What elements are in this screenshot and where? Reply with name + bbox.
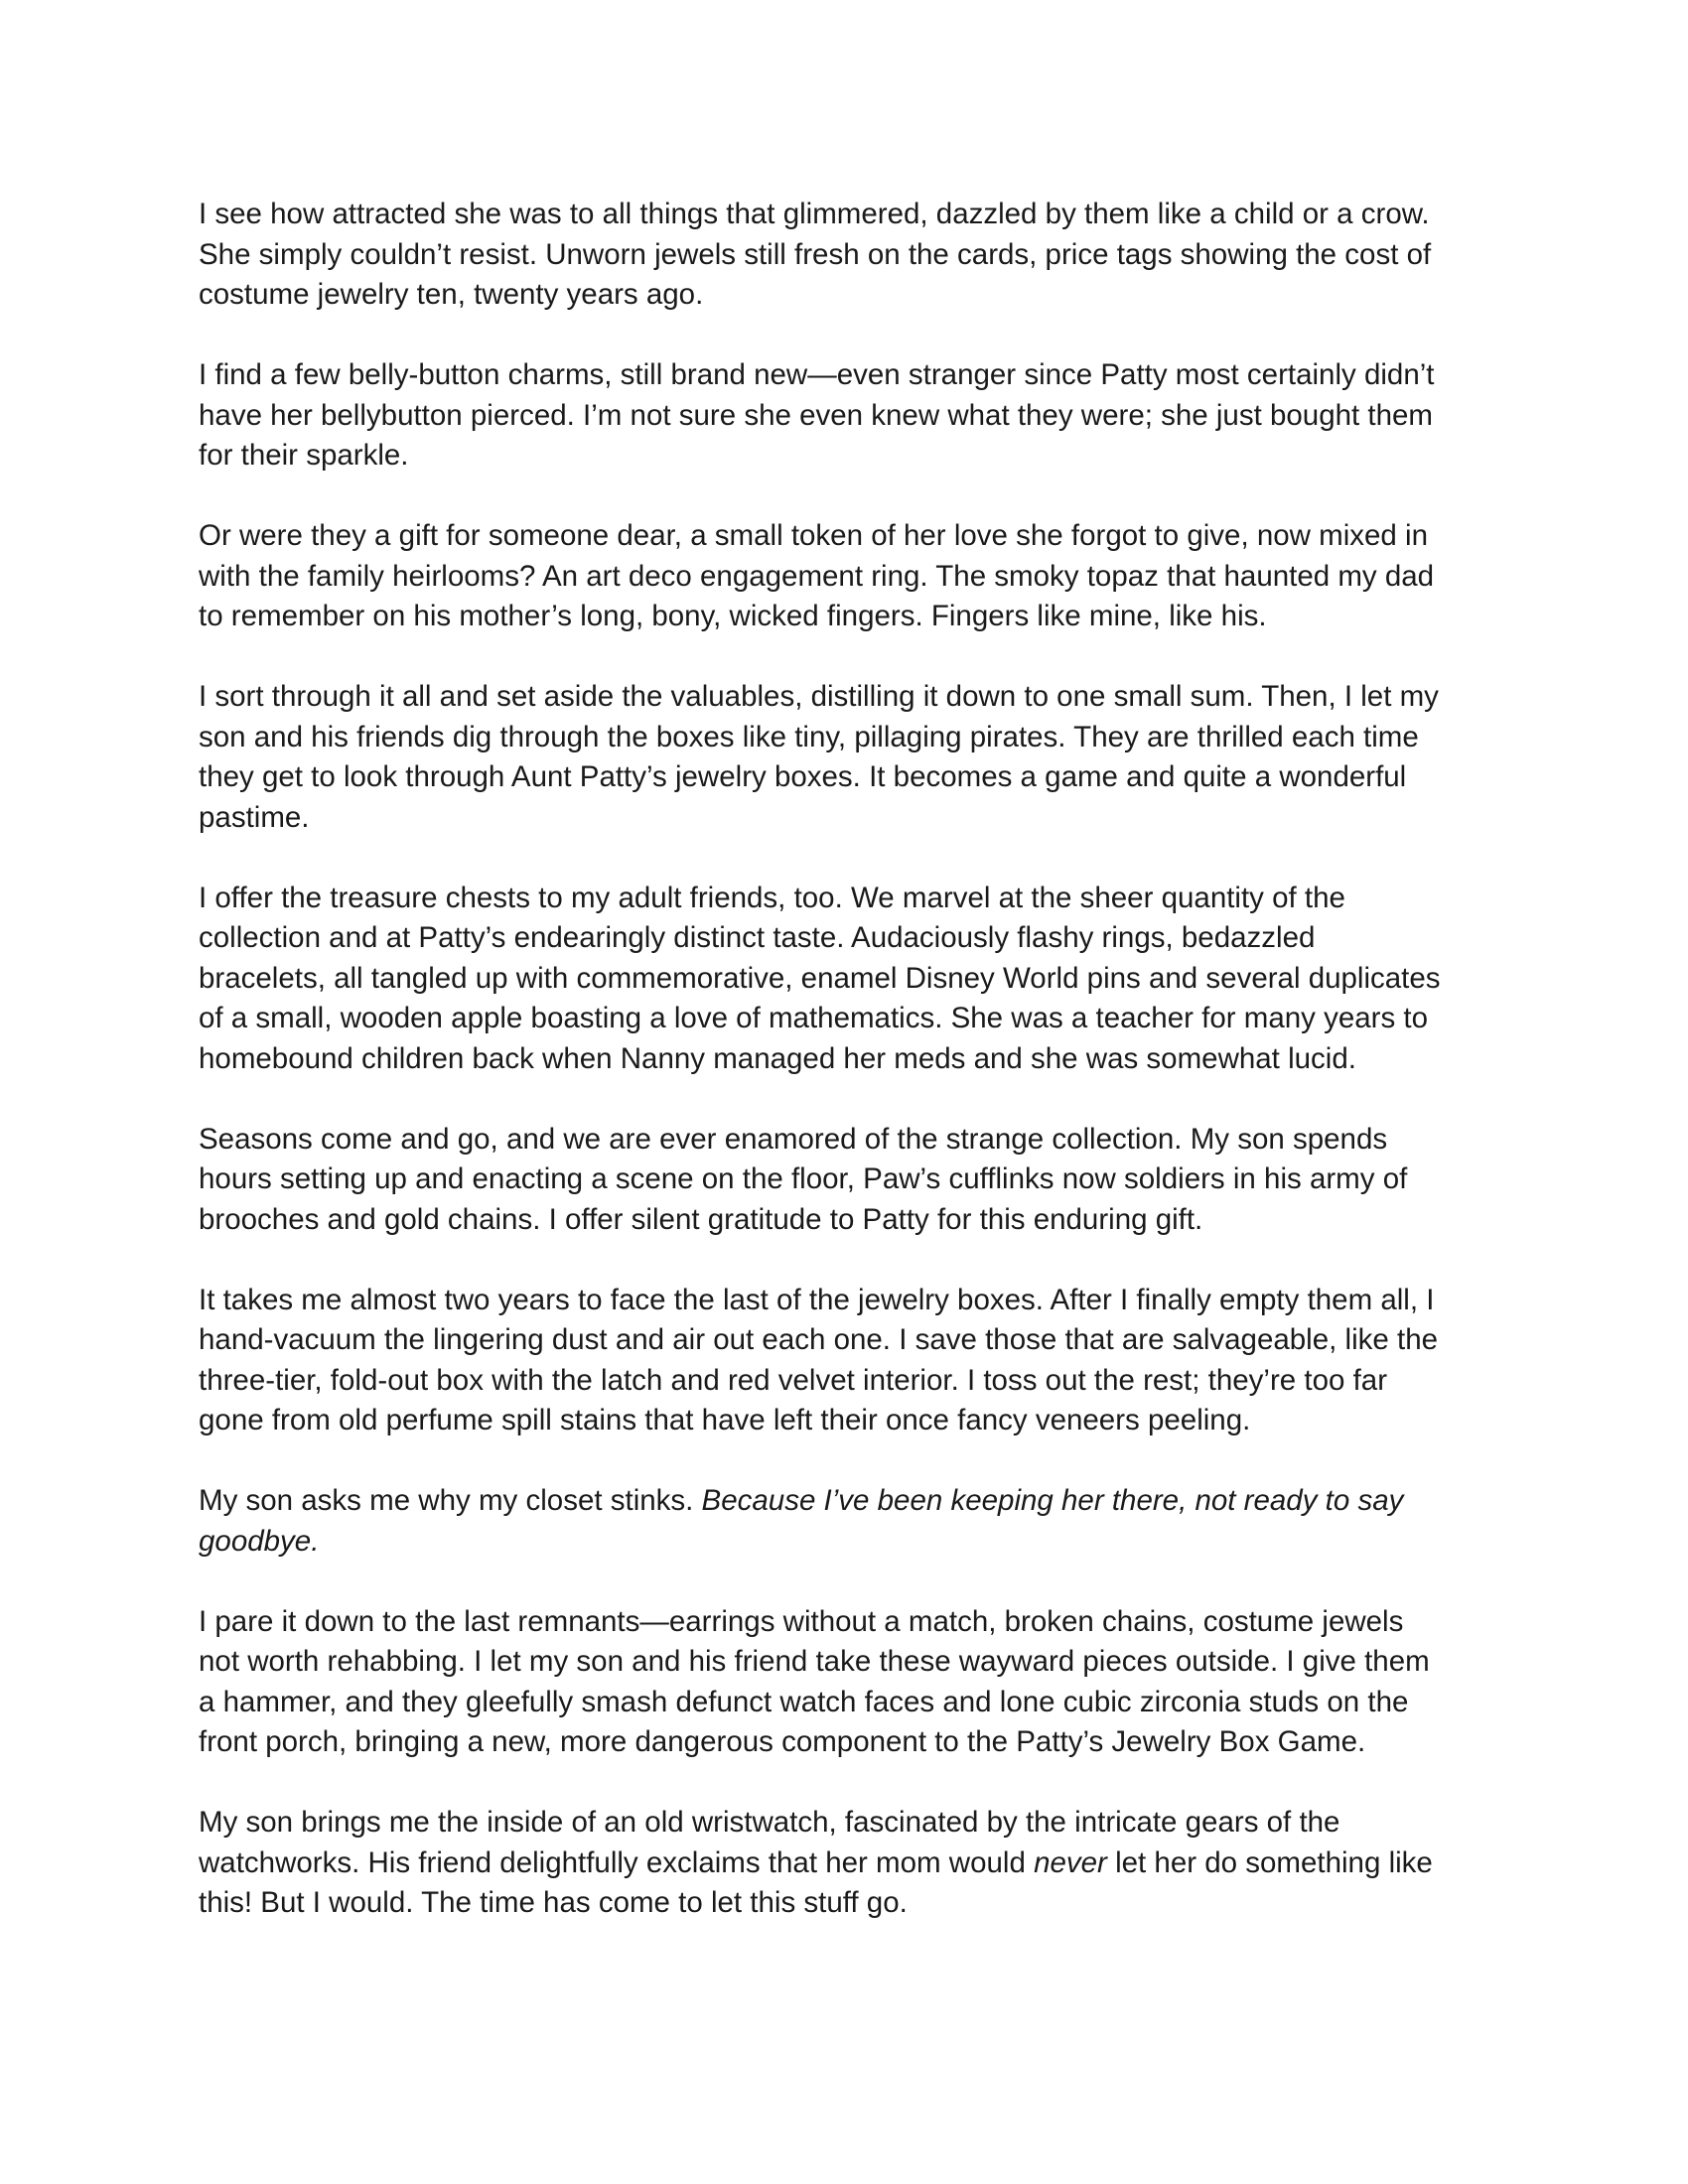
text-line xyxy=(199,677,1499,718)
text-line xyxy=(199,1642,1499,1683)
text-line xyxy=(199,757,1499,798)
paragraph xyxy=(199,1120,1499,1241)
text-line xyxy=(199,918,1499,959)
text-run: watchworks. His friend delightfully exclaims that her mom would xyxy=(199,1845,1035,1879)
paragraph xyxy=(199,355,1499,477)
text-run: I offer the treasure chests to my adult friends, too. We marvel at the sheer quantity of the xyxy=(199,881,1345,914)
text-line xyxy=(199,1281,1499,1321)
text-run: gone from old perfume spill stains that have left their once fancy veneers peeling. xyxy=(199,1404,1251,1436)
text-run: to remember on his mother’s long, bony, wicked fingers. Fingers like mine, like his. xyxy=(199,600,1267,632)
text-line xyxy=(199,195,1499,235)
italic-text-run: Because I’ve been keeping her there, not ready to say xyxy=(701,1484,1404,1517)
text-line xyxy=(199,1522,1499,1563)
text-line xyxy=(199,1843,1499,1884)
paragraph xyxy=(199,1281,1499,1441)
text-run: three-tier, fold-out box with the latch and red velvet interior. I toss out the rest; they’re too far xyxy=(199,1363,1388,1397)
text-run: collection and at Patty’s endearingly distinct taste. Audaciously flashy rings, bedazzled xyxy=(199,921,1316,954)
text-line xyxy=(199,355,1499,396)
text-run: have her bellybutton pierced. I’m not sure she even knew what they were; she just bought them xyxy=(199,398,1433,432)
text-run: son and his friends dig through the boxes like tiny, pillaging pirates. They are thrilled each time xyxy=(199,720,1419,753)
text-run: brooches and gold chains. I offer silent gratitude to Patty for this enduring gift. xyxy=(199,1202,1203,1236)
text-run: this! But I would. The time has come to let this stuff go. xyxy=(199,1886,908,1919)
text-run: My son asks me why my closet stinks. xyxy=(199,1484,702,1517)
text-line xyxy=(199,879,1499,919)
paragraph xyxy=(199,677,1499,838)
italic-text-run: never xyxy=(1034,1845,1107,1879)
text-line xyxy=(199,1401,1499,1441)
text-line xyxy=(199,1200,1499,1241)
text-run: My son brings me the inside of an old wristwatch, fascinated by the intricate gears of the xyxy=(199,1806,1340,1839)
text-line xyxy=(199,597,1499,637)
italic-text-run: goodbye. xyxy=(199,1524,320,1558)
text-run: Seasons come and go, and we are ever enamored of the strange collection. My son spends xyxy=(199,1122,1388,1156)
paragraph xyxy=(199,516,1499,637)
text-run: with the family heirlooms? An art deco engagement ring. The smoky topaz that haunted my dad xyxy=(199,559,1435,593)
text-line xyxy=(199,1361,1499,1402)
text-run: of a small, wooden apple boasting a love of mathematics. She was a teacher for many years to xyxy=(199,1002,1429,1034)
text-line xyxy=(199,1320,1499,1361)
text-run: It takes me almost two years to face the last of the jewelry boxes. After I finally empty them all, I xyxy=(199,1283,1435,1316)
text-line xyxy=(199,235,1499,276)
text-line xyxy=(199,436,1499,477)
paragraph xyxy=(199,879,1499,1080)
paragraph xyxy=(199,1803,1499,1924)
text-run: they get to look through Aunt Patty’s jewelry boxes. It becomes a game and quite a wonderful xyxy=(199,760,1407,793)
text-line xyxy=(199,275,1499,316)
text-run: pastime. xyxy=(199,800,310,834)
text-run: not worth rehabbing. I let my son and his friend take these wayward pieces outside. I give them xyxy=(199,1645,1430,1678)
text-line xyxy=(199,1803,1499,1843)
text-run: homebound children back when Nanny managed her meds and she was somewhat lucid. xyxy=(199,1041,1356,1075)
text-line xyxy=(199,516,1499,557)
text-run: a hammer, and they gleefully smash defunct watch faces and lone cubic zirconia studs on the xyxy=(199,1685,1409,1718)
text-line xyxy=(199,1883,1499,1924)
text-line xyxy=(199,1602,1499,1643)
text-run: She simply couldn’t resist. Unworn jewels still fresh on the cards, price tags showing the cost of xyxy=(199,237,1432,271)
text-run: front porch, bringing a new, more dangerous component to the Patty’s Jewelry Box Game. xyxy=(199,1725,1366,1758)
text-run: I pare it down to the last remnants—earrings without a match, broken chains, costume jewels xyxy=(199,1604,1404,1638)
text-line xyxy=(199,718,1499,758)
text-run: costume jewelry ten, twenty years ago. xyxy=(199,278,704,311)
text-line xyxy=(199,959,1499,1000)
text-run: Or were they a gift for someone dear, a small token of her love she forgot to give, now mixed in xyxy=(199,519,1428,552)
text-run: I see how attracted she was to all things that glimmered, dazzled by them like a child or a crow. xyxy=(199,198,1430,230)
text-run: let her do something like xyxy=(1106,1845,1433,1879)
text-line xyxy=(199,1160,1499,1200)
text-line xyxy=(199,557,1499,598)
text-run: hand-vacuum the lingering dust and air out each one. I save those that are salvageable, like the xyxy=(199,1323,1439,1356)
text-line xyxy=(199,1120,1499,1160)
text-run: I sort through it all and set aside the valuables, distilling it down to one small sum. Then, I let my xyxy=(199,680,1439,713)
paragraph xyxy=(199,195,1499,316)
text-run: for their sparkle. xyxy=(199,439,409,472)
text-line xyxy=(199,1481,1499,1522)
text-line xyxy=(199,1722,1499,1763)
paragraph xyxy=(199,1481,1499,1562)
text-line xyxy=(199,1039,1499,1080)
text-line xyxy=(199,1683,1499,1723)
text-line xyxy=(199,798,1499,839)
text-run: I find a few belly-button charms, still brand new—even stranger since Patty most certainly didn’t xyxy=(199,358,1435,391)
text-line xyxy=(199,999,1499,1039)
document-body xyxy=(199,195,1499,1964)
text-run: bracelets, all tangled up with commemorative, enamel Disney World pins and several duplicates xyxy=(199,961,1441,995)
paragraph xyxy=(199,1602,1499,1763)
text-line xyxy=(199,396,1499,437)
text-run: hours setting up and enacting a scene on the floor, Paw’s cufflinks now soldiers in his army of xyxy=(199,1162,1408,1195)
